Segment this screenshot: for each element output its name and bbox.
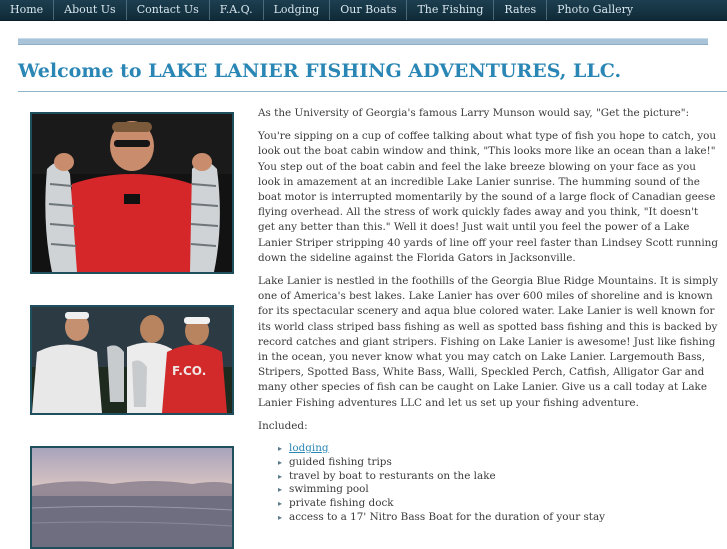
- nav-about-us[interactable]: About Us: [54, 0, 127, 20]
- description-paragraph-1: You're sipping on a cup of coffee talking about what type of fish you hope to catch, you look out the boat cabin window and think, "This looks more like an ocean than a lake!" You step out of the boat cabin and feel the lake breeze blowing on your face as you look in amazement at an incredible Lake Lanier sunrise. The humming sound of the boat motor is interrupted momentarily by the sound of a large flock of Canadian geese flying overhead. All the stress of work quickly fades away and you think, "It doesn't get any better than this." Well it does! Just wait until you feel the power of a Lake Lanier Striper stripping 40 yards of line off your reel faster than Lindsey Scott running down the sideline against the Florida Gators in Jacksonville.: [258, 130, 719, 264]
- main-content: [258, 106, 718, 525]
- included-label: Included:: [258, 419, 308, 432]
- photo-lake-sunrise: [30, 446, 234, 549]
- list-item: ▸ swimming pool: [278, 483, 718, 497]
- intro-paragraph: As the University of Georgia's famous Larry Munson would say, "Get the picture":: [258, 107, 690, 119]
- nav-photo-gallery[interactable]: Photo Gallery: [557, 3, 634, 16]
- nav-faq[interactable]: F.A.Q.: [210, 0, 264, 20]
- photo-group-with-fish-image: [32, 307, 232, 413]
- nav-contact-us[interactable]: Contact Us: [127, 0, 210, 20]
- photo-man-with-stripers-image: [32, 114, 232, 272]
- shirt-text: F.CO.: [172, 364, 207, 378]
- header-bar: [18, 38, 708, 45]
- nav-lodging[interactable]: Lodging: [264, 0, 331, 20]
- list-item: ▸ travel by boat to resturants on the lake: [278, 470, 718, 484]
- nav-our-boats[interactable]: Our Boats: [330, 0, 407, 20]
- top-navigation: [0, 0, 727, 21]
- nav-rates[interactable]: Rates: [494, 0, 547, 20]
- lodging-link[interactable]: lodging: [289, 442, 329, 455]
- description-paragraph-2: Lake Lanier is nestled in the foothills of the Georgia Blue Ridge Mountains. It is simply one of America's best lakes. Lake Lanier has over 600 miles of shoreline and is known for its spectacular scenery and aqua blue colored water. Lake Lanier is well known for its world class striped bass fishing as well as spotted bass fishing and this is backed by record catches and giant stripers. Fishing on Lake Lanier is awesome! Just like fishing in the ocean, you never know what you may catch on Lake Lanier. Largemouth Bass, Stripers, Spotted Bass, White Bass, Walli, Speckled Perch, Catfish, Alligator Gar and many other species of fish can be caught on Lake Lanier. Give us a call today at Lake Lanier Fishing adventures LLC and let us set up your fishing adventure.: [258, 275, 718, 409]
- page-title: Welcome to LAKE LANIER FISHING ADVENTURES, LLC.: [18, 60, 622, 82]
- list-item: ▸ guided fishing trips: [278, 456, 718, 470]
- nav-list: [0, 0, 727, 20]
- title-divider: [18, 91, 727, 92]
- included-list: [278, 442, 718, 525]
- list-item[interactable]: [278, 442, 718, 456]
- nav-home[interactable]: Home: [0, 0, 54, 20]
- photo-man-with-stripers: [30, 112, 234, 274]
- photo-lake-sunrise-image: [32, 448, 232, 547]
- list-item: ▸ access to a 17' Nitro Bass Boat for the duration of your stay: [278, 511, 718, 525]
- photo-group-with-fish: [30, 305, 234, 415]
- nav-the-fishing[interactable]: The Fishing: [407, 0, 494, 20]
- list-item: ▸ private fishing dock: [278, 497, 718, 511]
